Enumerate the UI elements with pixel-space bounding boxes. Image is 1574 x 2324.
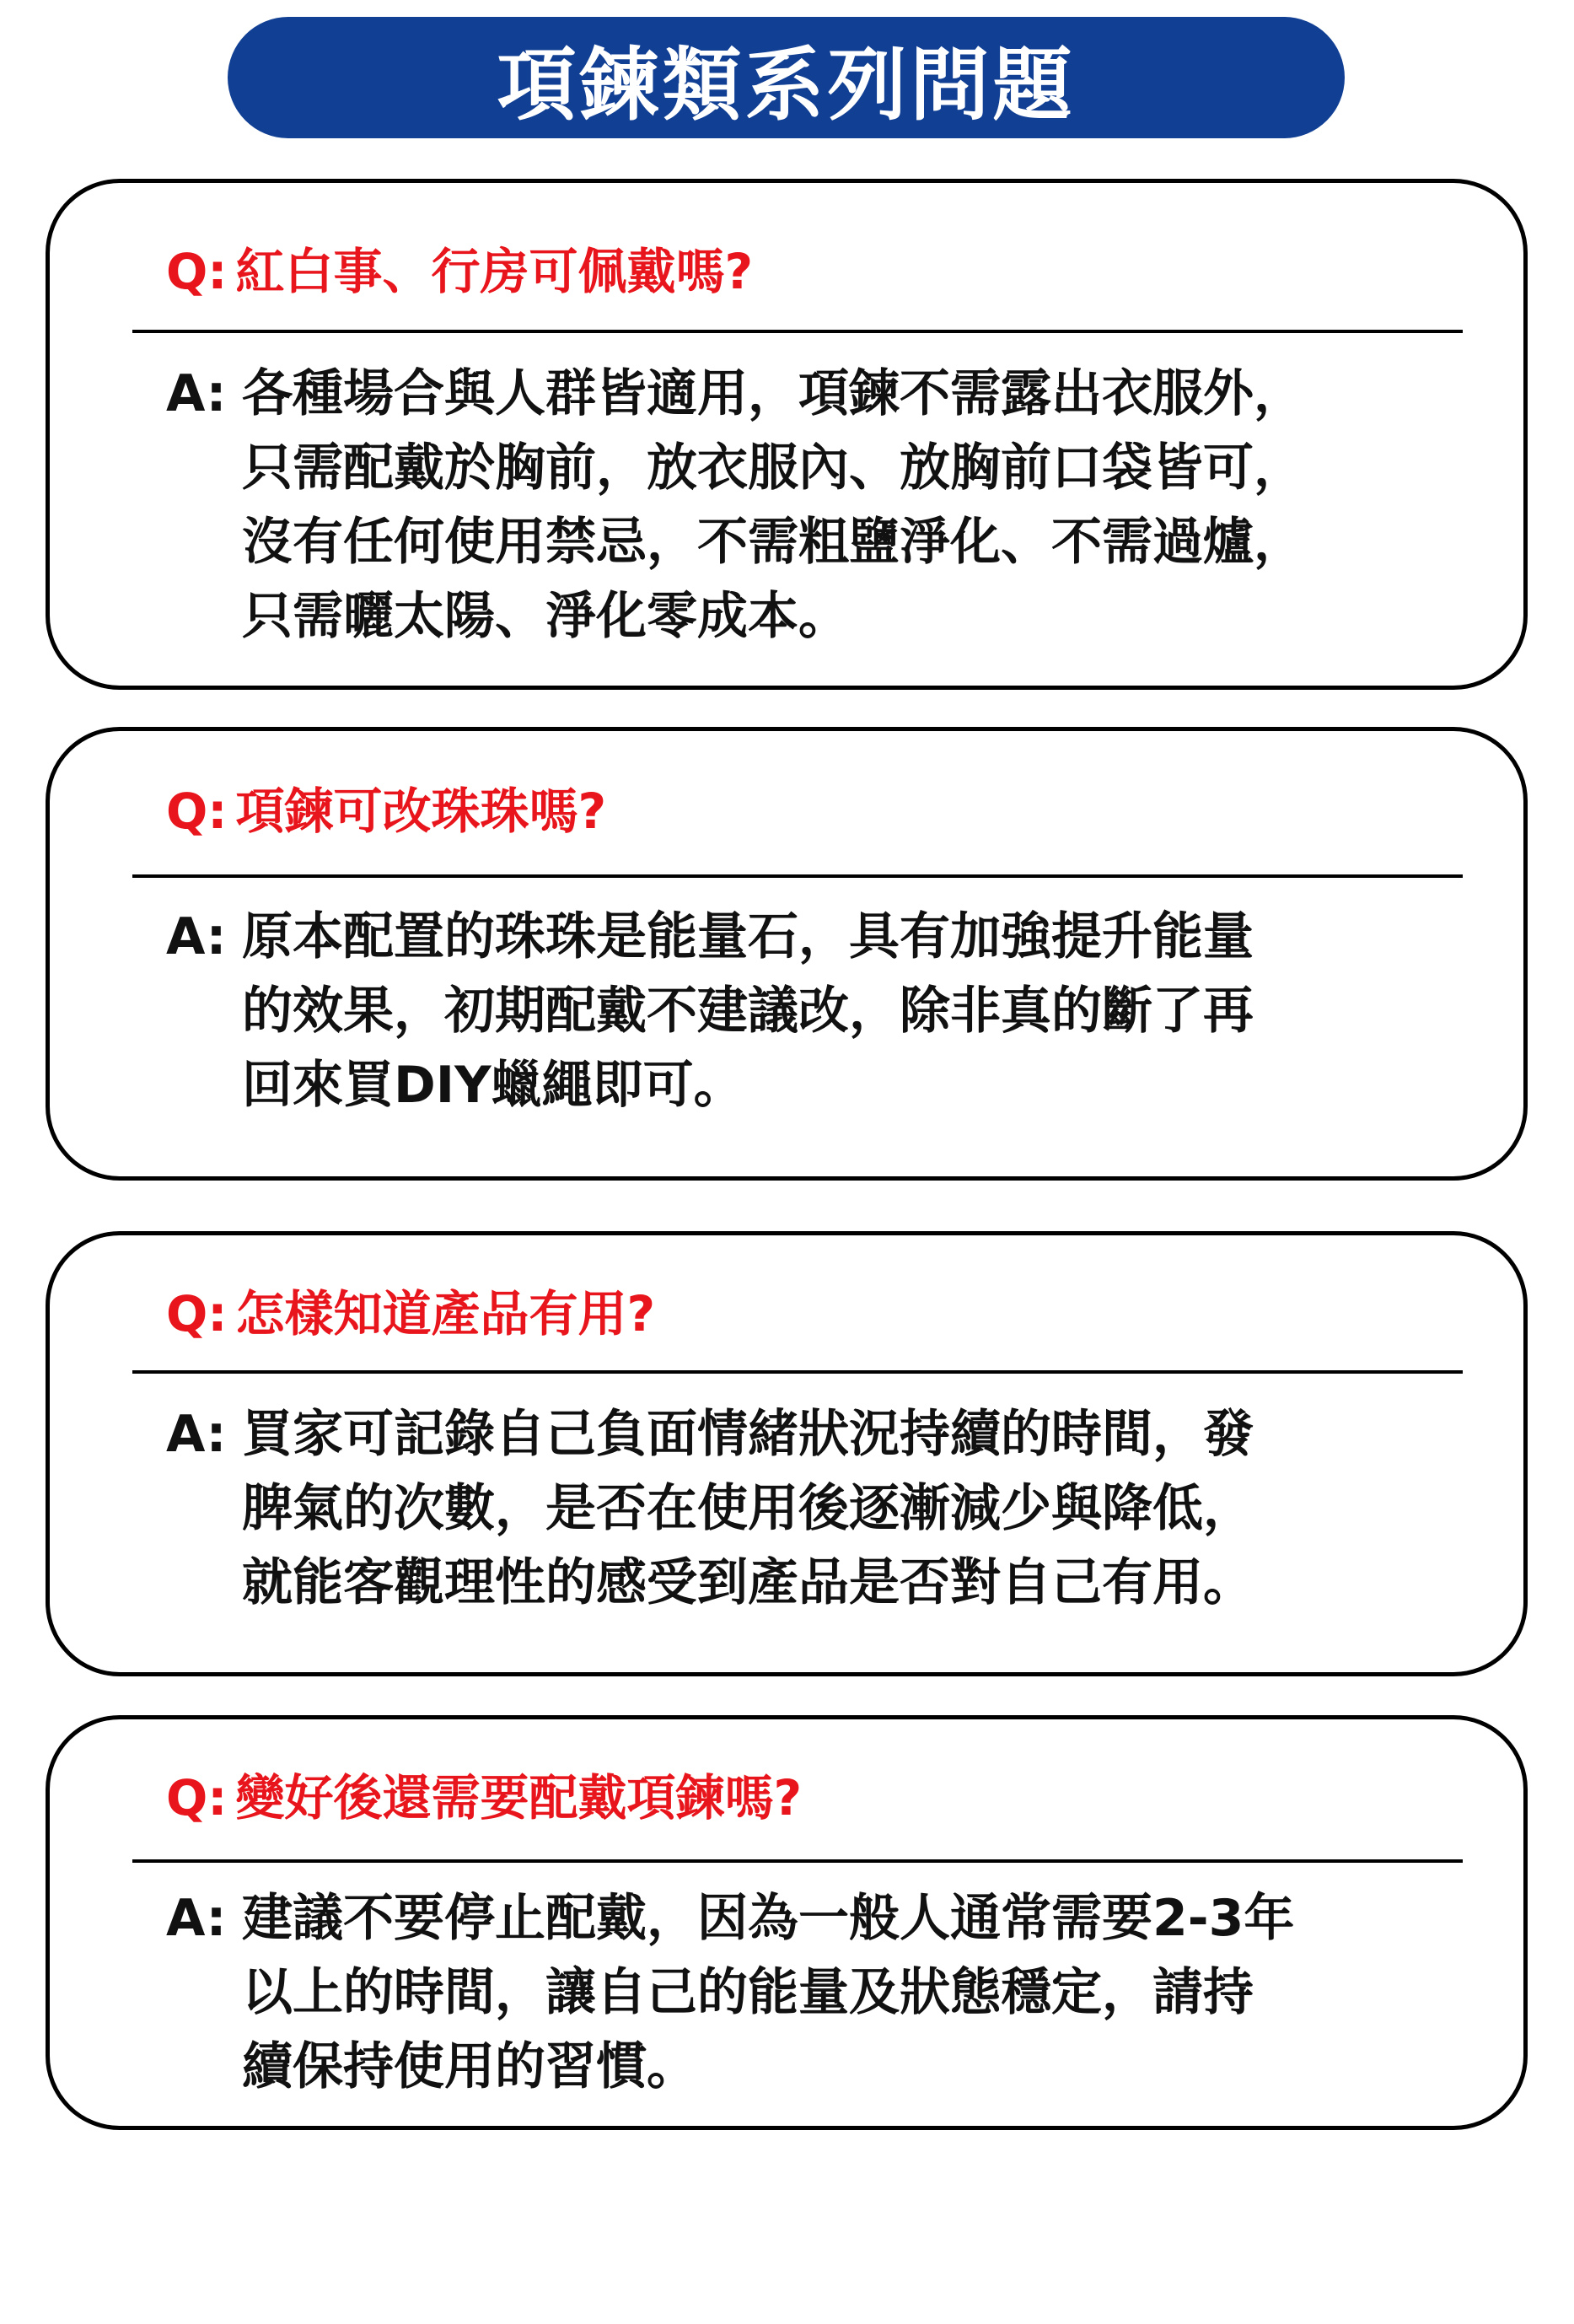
answer-line: 原本配置的珠珠是能量石，具有加強提升能量: [242, 907, 1254, 966]
answer-line: 建議不要停止配戴，因為一般人通常需要2-3年: [242, 1889, 1295, 1948]
answer-line: 的效果，初期配戴不建議改，除非真的斷了再: [242, 982, 1254, 1041]
question-prefix: Q:: [166, 1285, 228, 1342]
faq-card-2: [46, 727, 1528, 1181]
faq-card-3: [46, 1231, 1528, 1676]
question-text: 項鍊可改珠珠嗎?: [235, 783, 607, 840]
answer-line: 沒有任何使用禁忌，不需粗鹽淨化、不需過爐，: [242, 513, 1304, 572]
faq-question-3: [166, 1284, 1473, 1343]
title-banner: [228, 17, 1345, 138]
faq-card-4: [46, 1715, 1528, 2130]
answer-line: 回來買DIY蠟繩即可。: [242, 1056, 744, 1115]
answer-prefix: A:: [166, 1405, 227, 1464]
faq-divider: [132, 874, 1463, 878]
faq-card-1: [46, 179, 1528, 690]
question-text: 紅白事、行房可佩戴嗎?: [235, 243, 754, 300]
page-title: 項鍊類系列問題: [497, 38, 1076, 132]
answer-line: 脾氣的次數，是否在使用後逐漸減少與降低，: [242, 1479, 1254, 1538]
faq-question-4: [166, 1768, 1473, 1827]
answer-prefix: A:: [166, 907, 227, 966]
question-text: 怎樣知道產品有用?: [235, 1285, 656, 1342]
answer-line: 只需配戴於胸前，放衣服內、放胸前口袋皆可，: [242, 438, 1304, 498]
answer-prefix: A:: [166, 364, 227, 423]
answer-line: 買家可記錄自己負面情緒狀況持續的時間，發: [242, 1405, 1254, 1464]
answer-line: 以上的時間，讓自己的能量及狀態穩定，請持: [242, 1963, 1254, 2022]
answer-line: 續保持使用的習慣。: [242, 2037, 697, 2096]
faq-question-2: [166, 782, 1473, 841]
question-prefix: Q:: [166, 783, 228, 840]
answer-line: 就能客觀理性的感受到產品是否對自己有用。: [242, 1553, 1254, 1612]
answer-line: 各種場合與人群皆適用，項鍊不需露出衣服外，: [242, 364, 1304, 423]
question-prefix: Q:: [166, 1769, 228, 1826]
faq-divider: [132, 330, 1463, 333]
answer-line: 只需曬太陽、淨化零成本。: [242, 587, 849, 646]
answer-prefix: A:: [166, 1889, 227, 1948]
faq-question-1: [166, 242, 1473, 301]
question-prefix: Q:: [166, 243, 228, 300]
question-text: 變好後還需要配戴項鍊嗎?: [235, 1769, 803, 1826]
faq-divider: [132, 1370, 1463, 1374]
faq-divider: [132, 1859, 1463, 1863]
